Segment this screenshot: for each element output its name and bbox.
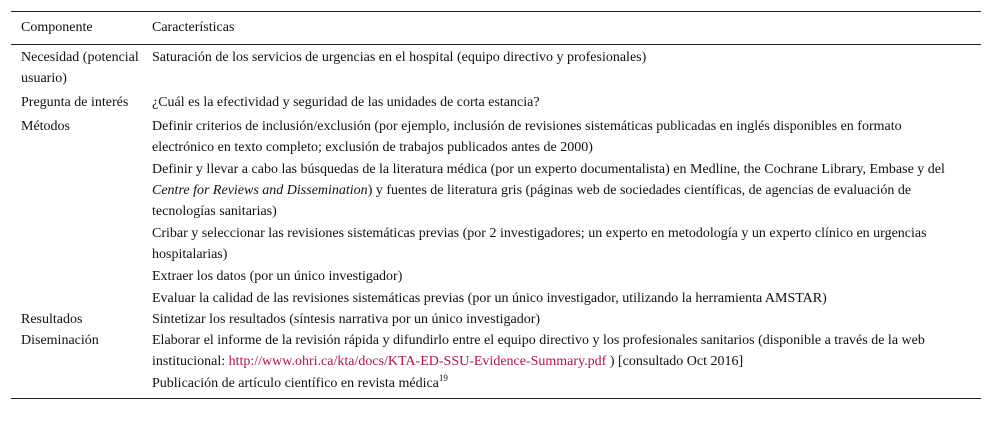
label-diseminacion: Diseminación bbox=[21, 333, 99, 348]
label-resultados: Resultados bbox=[21, 312, 83, 327]
header-row bbox=[11, 12, 981, 45]
diseminacion-informe bbox=[152, 330, 961, 372]
text-necesidad: Saturación de los servicios de urgencias en el hospital (equipo directivo y profesionales) bbox=[152, 50, 647, 65]
table-body bbox=[11, 45, 981, 399]
report-link[interactable]: http://www.ohri.ca/kta/docs/KTA-ED-SSU-Evidence-Summary.pdf bbox=[228, 354, 607, 369]
components-table bbox=[11, 11, 981, 399]
row-metodos bbox=[11, 116, 981, 309]
metodos-busquedas-pre: Definir y llevar a cabo las búsquedas de la literatura médica (por un experto documentalista) en Medline, the Cochrane Library, Embase y del bbox=[152, 162, 945, 177]
metodos-busquedas-crd: Centre for Reviews and Dissemination bbox=[152, 183, 368, 198]
row-pregunta bbox=[11, 92, 981, 116]
reference-superscript: 19 bbox=[438, 373, 448, 383]
diseminacion-informe-pre: Elaborar el informe de la revisión rápida y difundirlo entre el equipo directivo y los profesionales sanitarios (disponible a través de la web institucional: bbox=[152, 333, 925, 369]
metodos-criterios: Definir criterios de inclusión/exclusión (por ejemplo, inclusión de revisiones sistemáticas publicadas en inglés disponibles en formato electrónico en texto completo; exclusión de trabajos publicados antes de 2000) bbox=[152, 119, 902, 155]
diseminacion-informe-post: ) [consultado Oct 2016] bbox=[606, 354, 744, 369]
header-componente: Componente bbox=[21, 20, 93, 35]
metodos-cribar: Cribar y seleccionar las revisiones sistemáticas previas (por 2 investigadores; un experto en metodología y un experto clínico en urgencias hospitalarias) bbox=[152, 226, 927, 262]
row-diseminacion bbox=[11, 330, 981, 399]
label-pregunta: Pregunta de interés bbox=[21, 95, 129, 110]
row-resultados bbox=[11, 309, 981, 330]
table-header bbox=[11, 12, 981, 45]
metodos-busquedas bbox=[152, 159, 961, 222]
metodos-extraer: Extraer los datos (por un único investigador) bbox=[152, 269, 403, 284]
row-necesidad bbox=[11, 45, 981, 93]
label-necesidad: Necesidad (potencial usuario) bbox=[21, 50, 139, 86]
label-metodos: Métodos bbox=[21, 119, 70, 134]
metodos-busquedas-post: ) y fuentes de literatura gris (páginas web de sociedades científicas, de agencias de evaluación de tecnologías sanitarias) bbox=[152, 183, 912, 219]
diseminacion-publicacion bbox=[152, 373, 961, 394]
cell-diseminacion bbox=[152, 330, 981, 399]
cell-metodos bbox=[152, 116, 981, 309]
diseminacion-publicacion-text: Publicación de artículo científico en revista médica bbox=[152, 376, 439, 391]
metodos-evaluar: Evaluar la calidad de las revisiones sistemáticas previas (por un único investigador, utilizando la herramienta AMSTAR) bbox=[152, 291, 827, 306]
header-caracteristicas: Características bbox=[152, 20, 235, 35]
text-pregunta: ¿Cuál es la efectividad y seguridad de las unidades de corta estancia? bbox=[152, 95, 540, 110]
text-resultados: Sintetizar los resultados (síntesis narrativa por un único investigador) bbox=[152, 312, 541, 327]
